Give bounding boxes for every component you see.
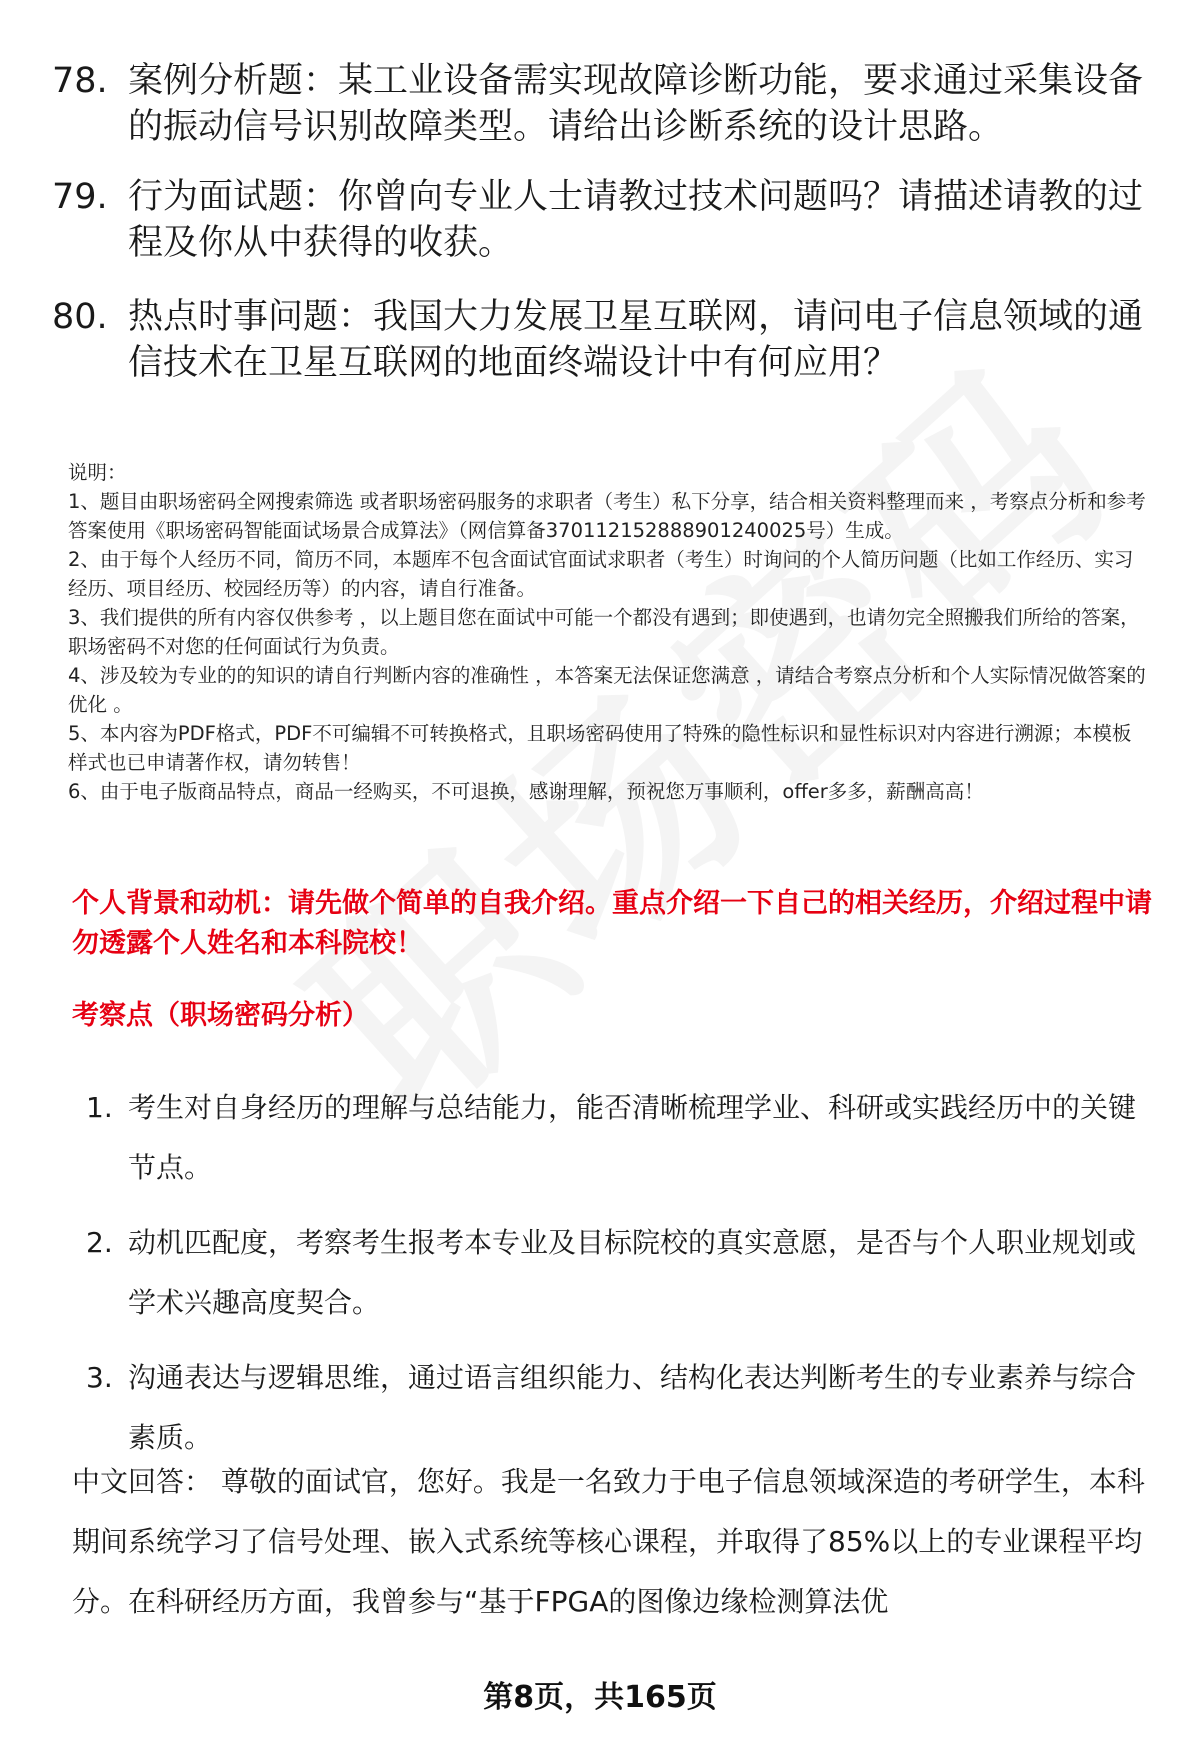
answer-paragraph (72, 1452, 1152, 1632)
analysis-heading: 考察点（职场密码分析） (72, 1000, 369, 1031)
point-number: 2. (86, 1226, 113, 1259)
answer-text: 尊敬的面试官，您好。我是一名致力于电子信息领域深造的考研学生，本科期间系统学习了信号处理、嵌入式系统等核心课程，并取得了85%以上的专业课程平均分。在科研经历方面，我曾参与“基于FPGA的图像边缘检测算法优 (72, 1465, 1145, 1618)
point-number: 3. (86, 1361, 113, 1394)
note-item: 1、题目由职场密码全网搜索筛选 或者职场密码服务的求职者（考生）私下分享，结合相关资料整理而来 ，考察点分析和参考答案使用《职场密码智能面试场景合成算法》（网信算备370112152888901240025号）生成。 (68, 490, 1146, 542)
point-text: 沟通表达与逻辑思维，通过语言组织能力、结构化表达判断考生的专业素养与综合素质。 (128, 1361, 1137, 1454)
list-item (86, 1348, 1152, 1468)
analysis-points (86, 1078, 1152, 1483)
question-text: 案例分析题：某工业设备需实现故障诊断功能，要求通过采集设备的振动信号识别故障类型。请给出诊断系统的设计思路。 (128, 61, 1144, 147)
point-text: 动机匹配度，考察考生报考本专业及目标院校的真实意愿，是否与个人职业规划或学术兴趣高度契合。 (128, 1226, 1137, 1319)
answer-label: 中文回答： (72, 1465, 213, 1498)
note-item: 4、涉及较为专业的的知识的请自行判断内容的准确性 ，本答案无法保证您满意 ，请结合考察点分析和个人实际情况做答案的优化 。 (68, 664, 1146, 716)
question-number: 79. (52, 177, 108, 217)
note-item: 5、本内容为PDF格式，PDF不可编辑不可转换格式，且职场密码使用了特殊的隐性标识和显性标识对内容进行溯源；本模板样式也已申请著作权，请勿转售！ (68, 722, 1132, 774)
point-text: 考生对自身经历的理解与总结能力，能否清晰梳理学业、科研或实践经历中的关键节点。 (128, 1091, 1137, 1184)
interview-question-heading: 个人背景和动机：请先做个简单的自我介绍。重点介绍一下自己的相关经历，介绍过程中请勿透露个人姓名和本科院校！ (72, 888, 1152, 959)
disclaimer-notes (68, 458, 1148, 806)
list-item (86, 1078, 1152, 1198)
page-footer: 第8页，共165页 (483, 1680, 717, 1715)
note-item: 6、由于电子版商品特点，商品一经购买，不可退换，感谢理解，预祝您万事顺利，offer多多，薪酬高高！ (68, 780, 984, 803)
question-number: 78. (52, 61, 108, 101)
question-text: 热点时事问题：我国大力发展卫星互联网，请问电子信息领域的通信技术在卫星互联网的地面终端设计中有何应用？ (128, 297, 1144, 383)
note-item: 3、我们提供的所有内容仅供参考 ，以上题目您在面试中可能一个都没有遇到；即使遇到，也请勿完全照搬我们所给的答案，职场密码不对您的任何面试行为负责。 (68, 606, 1140, 658)
question-number: 80. (52, 297, 108, 337)
question-80 (52, 294, 1152, 386)
note-item: 2、由于每个人经历不同，简历不同，本题库不包含面试官面试求职者（考生）时询问的个人简历问题（比如工作经历、实习经历、项目经历、校园经历等）的内容，请自行准备。 (68, 548, 1134, 600)
question-78 (52, 58, 1152, 150)
question-text: 行为面试题：你曾向专业人士请教过技术问题吗？请描述请教的过程及你从中获得的收获。 (128, 177, 1144, 263)
question-79 (52, 174, 1152, 266)
point-number: 1. (86, 1091, 113, 1124)
notes-title: 说明： (68, 461, 127, 484)
list-item (86, 1213, 1152, 1333)
